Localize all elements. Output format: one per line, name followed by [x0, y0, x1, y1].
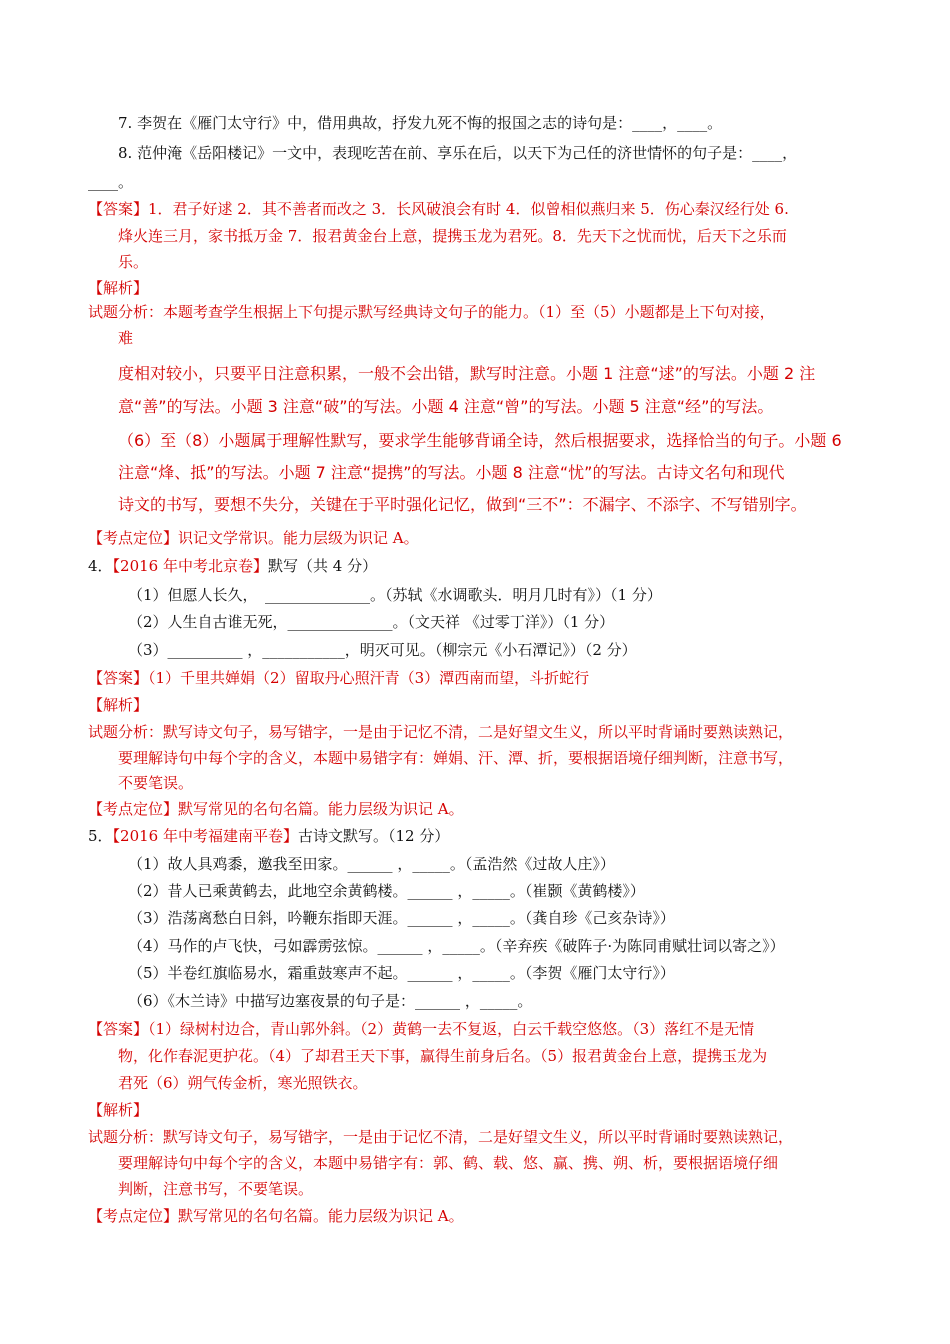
key-point: 【考点定位】识记文学常识。能力层级为识记 A。 — [88, 529, 419, 547]
analysis-line: 注意“烽、抵”的写法。小题 7 注意“提携”的写法。小题 8 注意“忧”的写法。古诗文名句和现代 — [118, 463, 785, 482]
question-title: 默写（共 4 分） — [268, 557, 378, 575]
analysis-line: （6）至（8）小题属于理解性默写，要求学生能够背诵全诗，然后根据要求，选择恰当的句子。小题 6 — [118, 431, 842, 450]
analysis-line: 试题分析：默写诗文句子，易写错字，一是由于记忆不清，二是好望文生义，所以平时背诵时要熟读熟记， — [88, 723, 794, 741]
analysis-heading: 【解析】 — [88, 696, 149, 714]
question-number: 5． — [88, 827, 113, 845]
question-item: （1）但愿人长久， ______________。（苏轼《水调歌头．明月几时有》）（1 分） — [128, 586, 662, 604]
analysis-line: 要理解诗句中每个字的含义，本题中易错字有：郭、鹤、载、悠、赢、携、朔、析，要根据语境仔细 — [118, 1154, 779, 1172]
question-7: 7. 李贺在《雁门太守行》中，借用典故，抒发九死不悔的报国之志的诗句是：____，____。 — [118, 114, 723, 132]
analysis-line: 难 — [118, 329, 134, 347]
question-item: （5）半卷红旗临易水，霜重鼓寒声不起。______ ，_____。（李贺《雁门太守行》） — [128, 964, 675, 982]
question-8-cont: ____。 — [88, 173, 134, 191]
question-5-header — [88, 826, 449, 846]
key-point: 【考点定位】默写常见的名句名篇。能力层级为识记 A。 — [88, 1207, 464, 1225]
answer-line: 烽火连三月，家书抵万金 7．报君黄金台上意，提携玉龙为君死。8．先天下之忧而忧，后天下之乐而 — [118, 227, 787, 245]
analysis-heading: 【解析】 — [88, 1101, 149, 1119]
question-4-header — [88, 556, 377, 576]
question-title: 古诗文默写。（12 分） — [298, 827, 450, 845]
question-item: （2）人生自古谁无死，______________。（文天祥 《过零丁洋》）（1 分） — [128, 613, 615, 631]
analysis-line: 度相对较小，只要平日注意积累，一般不会出错，默写时注意。小题 1 注意“逑”的写法。小题 2 注 — [118, 364, 816, 383]
analysis-line: 试题分析：默写诗文句子，易写错字，一是由于记忆不清，二是好望文生义，所以平时背诵时要熟读熟记， — [88, 1128, 794, 1146]
analysis-line: 判断，注意书写，不要笔误。 — [118, 1180, 314, 1198]
analysis-line: 不要笔误。 — [118, 774, 194, 792]
exam-tag: 【2016 年中考北京卷】 — [112, 557, 268, 575]
question-item: （3）__________ ，___________，明灭可见。（柳宗元《小石潭记》）（2 分） — [128, 641, 637, 659]
question-item: （4）马作的卢飞快，弓如霹雳弦惊。______ ，_____。（辛弃疾《破阵子·为陈同甫赋壮词以寄之》） — [128, 937, 785, 955]
answer-line: 【答案】（1）绿树村边合，青山郭外斜。（2）黄鹤一去不复返，白云千载空悠悠。（3）落红不是无情 — [88, 1020, 755, 1038]
question-item: （3）浩荡离愁白日斜，吟鞭东指即天涯。______ ，_____。（龚自珍《己亥杂诗》） — [128, 909, 675, 927]
question-8: 8. 范仲淹《岳阳楼记》一文中，表现吃苦在前、享乐在后，以天下为己任的济世情怀的句子是：____， — [118, 144, 798, 162]
answer-line: 乐。 — [118, 253, 149, 271]
analysis-line: 试题分析：本题考查学生根据上下句提示默写经典诗文句子的能力。（1）至（5）小题都是上下句对接， — [88, 303, 775, 321]
answer-line: 【答案】1．君子好逑 2．其不善者而改之 3．长风破浪会有时 4．似曾相似燕归来 5．伤心秦汉经行处 6. — [88, 200, 789, 218]
analysis-line: 意“善”的写法。小题 3 注意“破”的写法。小题 4 注意“曾”的写法。小题 5 注意“经”的写法。 — [118, 397, 774, 416]
exam-tag: 【2016 年中考福建南平卷】 — [112, 827, 298, 845]
answer-line: 物，化作春泥更护花。（4）了却君王天下事，赢得生前身后名。（5）报君黄金台上意，提携玉龙为 — [118, 1047, 768, 1065]
answer-line: 君死（6）朔气传金析，寒光照铁衣。 — [118, 1074, 368, 1092]
question-item: （1）故人具鸡黍，邀我至田家。______ ，_____。（孟浩然《过故人庄》） — [128, 855, 615, 873]
analysis-heading: 【解析】 — [88, 279, 149, 297]
analysis-line: 诗文的书写，要想不失分，关键在于平时强化记忆，做到“三不”：不漏字、不添字、不写错别字。 — [118, 495, 807, 514]
answer-line: 【答案】（1）千里共婵娟（2）留取丹心照汗青（3）潭西南而望，斗折蛇行 — [88, 669, 590, 687]
key-point: 【考点定位】默写常见的名句名篇。能力层级为识记 A。 — [88, 800, 464, 818]
analysis-line: 要理解诗句中每个字的含义，本题中易错字有：婵娟、汗、潭、折，要根据语境仔细判断，注意书写， — [118, 749, 794, 767]
question-item: （2）昔人已乘黄鹤去，此地空余黄鹤楼。______ ，_____。（崔颢《黄鹤楼》） — [128, 882, 645, 900]
question-item: （6）《木兰诗》中描写边塞夜景的句子是：______ ，_____。 — [128, 992, 533, 1010]
question-number: 4． — [88, 557, 113, 575]
